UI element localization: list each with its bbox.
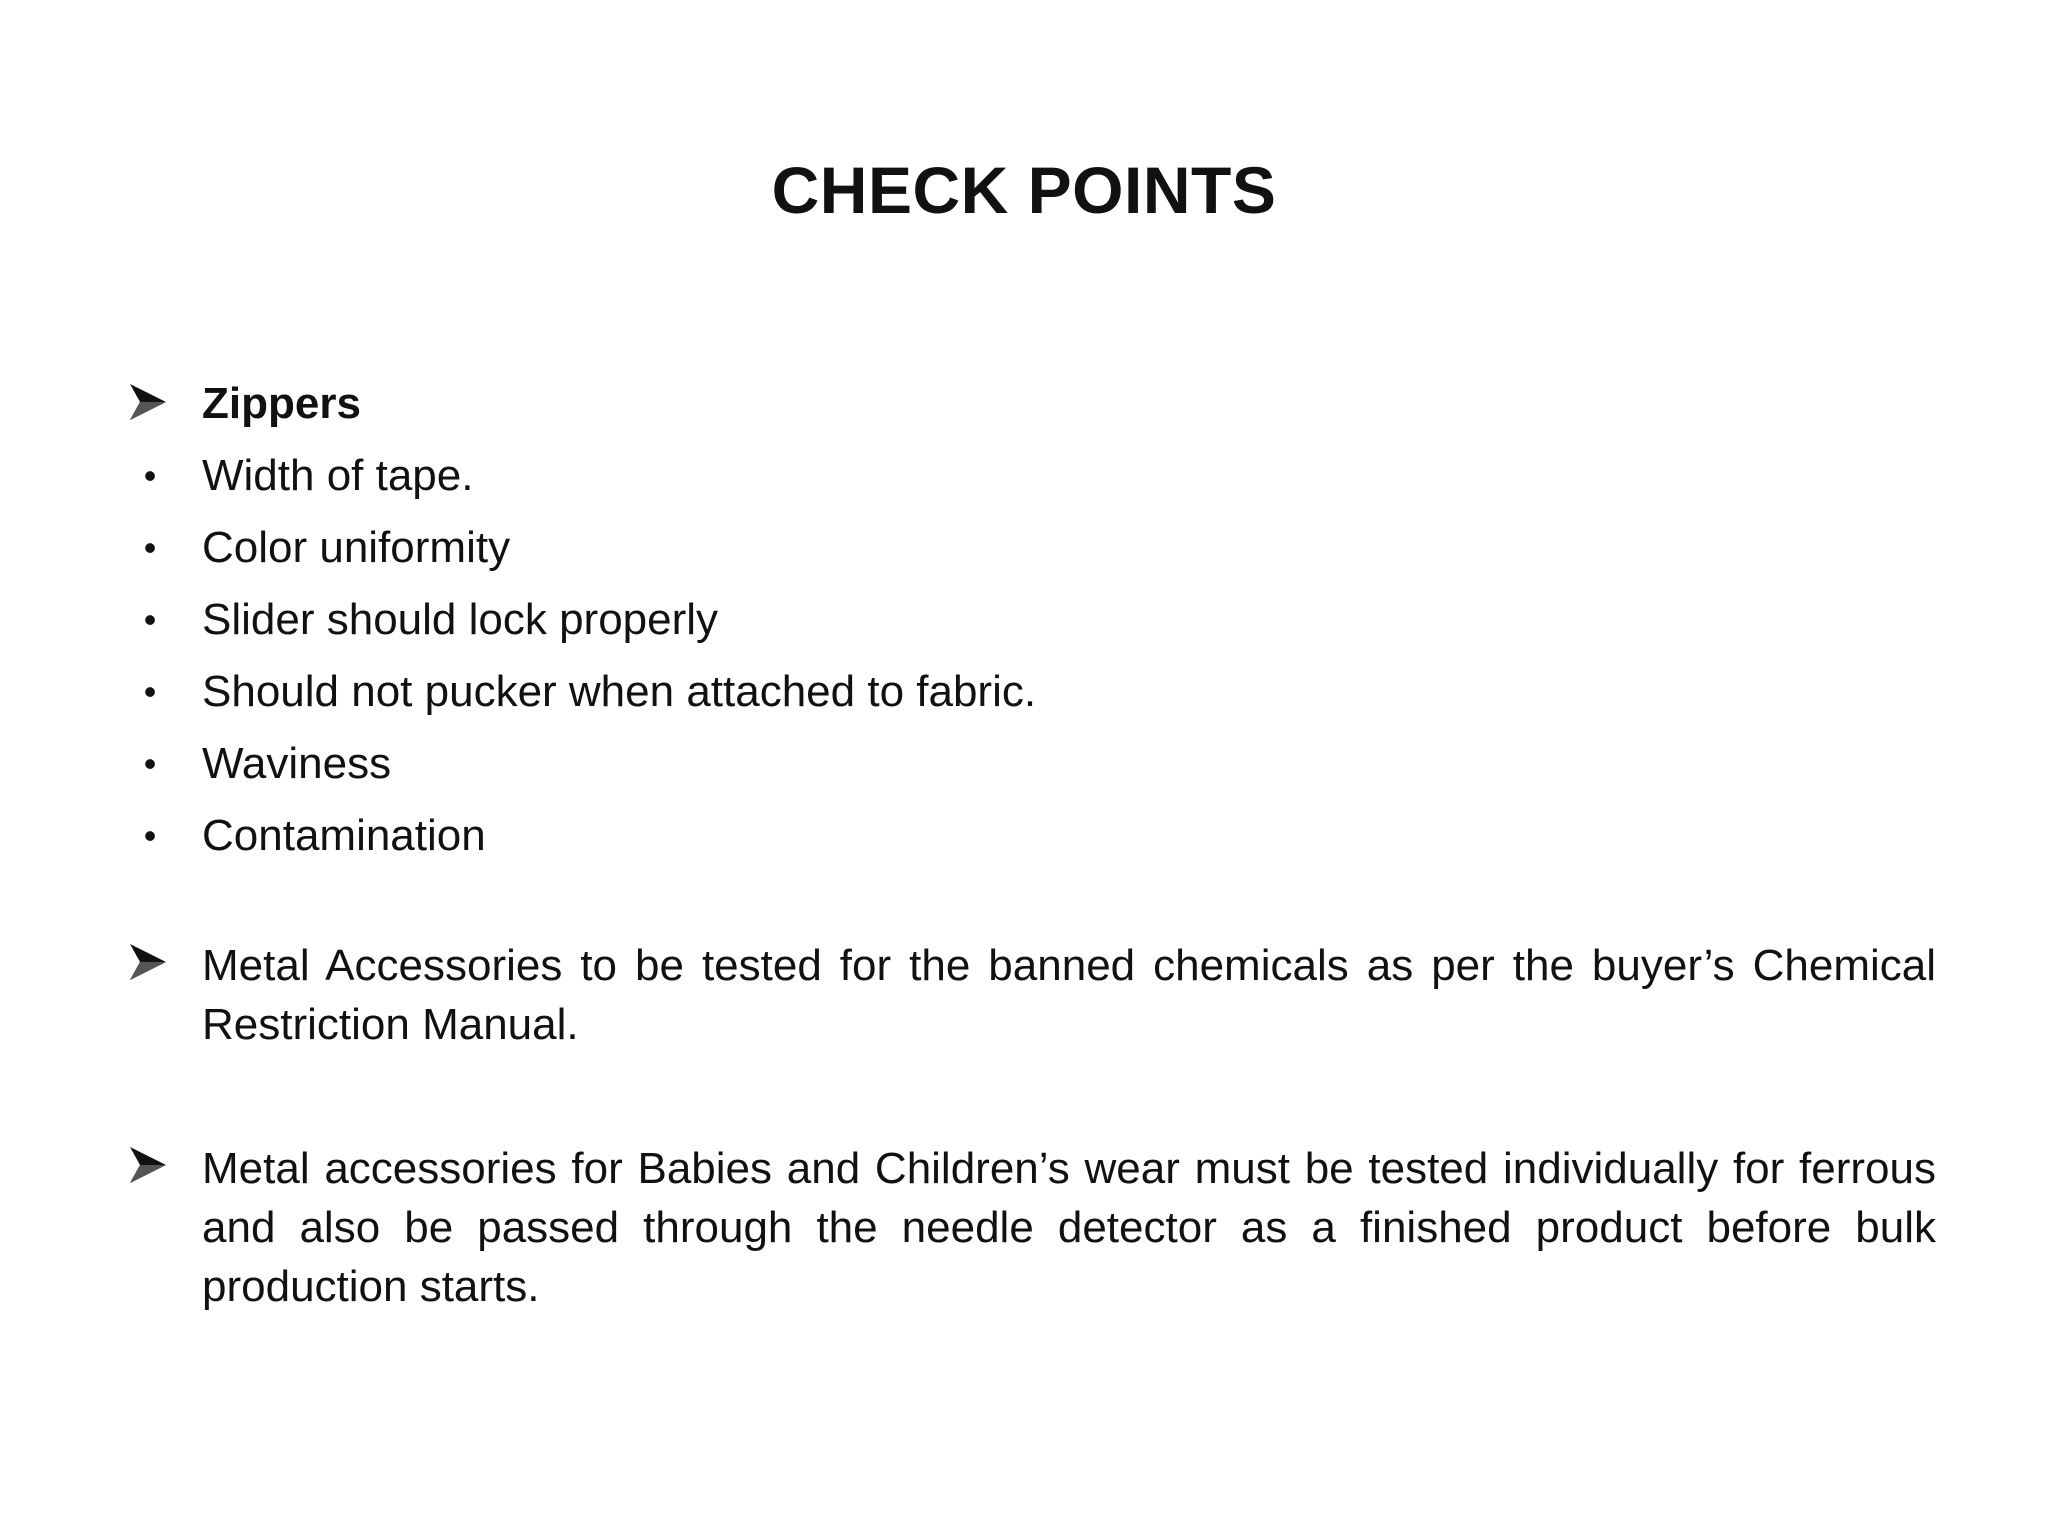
list-item: [120, 728, 1936, 800]
bullet-dot-icon: •: [143, 743, 157, 784]
list-item-label: Waviness: [202, 739, 392, 788]
zippers-heading: [120, 368, 1936, 440]
bullet-dot-icon: •: [143, 527, 157, 568]
slide-title: CHECK POINTS: [771, 153, 1277, 227]
slide-content: [120, 368, 1936, 1316]
list-item: [120, 656, 1936, 728]
bullet-dot-icon: •: [143, 455, 157, 496]
list-item: [120, 440, 1936, 512]
bullet-dot-icon: •: [143, 815, 157, 856]
list-item: [120, 512, 1936, 584]
arrow-bullet-icon: [120, 936, 180, 982]
list-item-label: Width of tape.: [202, 451, 474, 500]
list-item-label: Contamination: [202, 811, 486, 860]
bullet-dot-icon: •: [143, 599, 157, 640]
bullet-dot-icon: •: [143, 671, 157, 712]
check-point-text: Metal Accessories to be tested for the banned chemicals as per the buyer’s Chemical Restriction Manual.: [202, 941, 1936, 1049]
list-item-label: Slider should lock properly: [202, 595, 719, 644]
list-item-label: Should not pucker when attached to fabric.: [202, 667, 1037, 716]
check-point-paragraph: [120, 1139, 1936, 1316]
list-item: [120, 584, 1936, 656]
list-item: [120, 800, 1936, 872]
arrow-bullet-icon: [120, 368, 180, 422]
list-item-label: Color uniformity: [202, 523, 511, 572]
arrow-bullet-icon: [120, 1139, 180, 1185]
check-point-paragraph: [120, 936, 1936, 1054]
check-point-text: Metal accessories for Babies and Children’s wear must be tested individually for ferrous and also be passed through the needle detector as a finished product before bulk production starts.: [202, 1144, 1936, 1311]
zippers-heading-label: Zippers: [202, 379, 361, 428]
